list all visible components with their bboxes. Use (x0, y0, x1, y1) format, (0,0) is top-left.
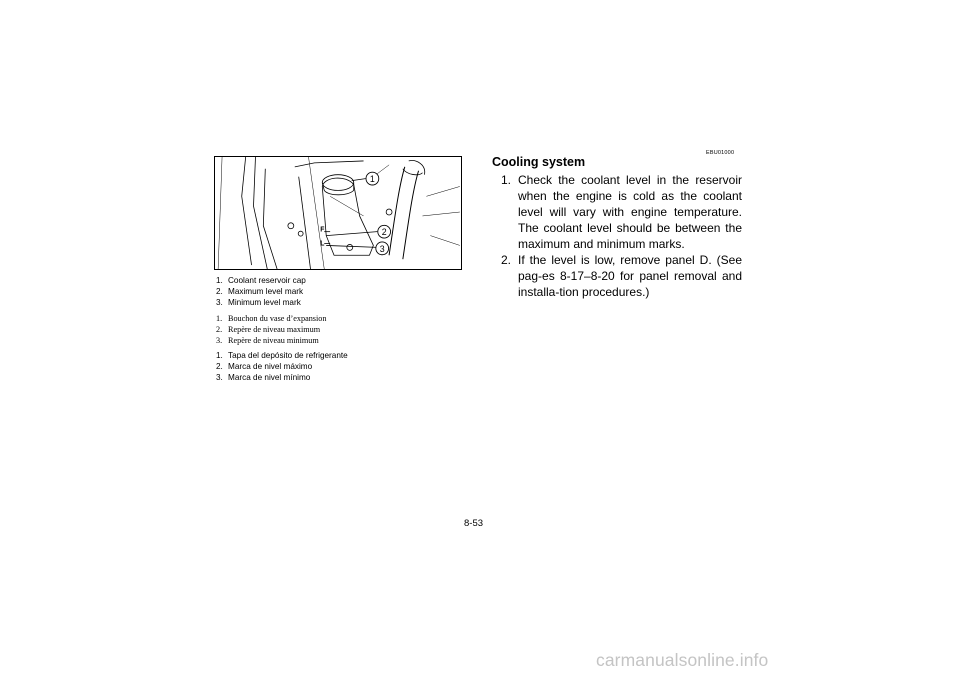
caption-french (216, 313, 466, 346)
callout-2: 2 (381, 227, 387, 238)
coolant-reservoir-illustration (214, 156, 462, 270)
caption-item: 3. Repère de niveau minimum (216, 336, 319, 345)
caption-item: 3. Marca de nivel mínimo (216, 373, 311, 382)
caption-item: 1. Tapa del depósito de refrigerante (216, 351, 348, 360)
step-item (492, 172, 742, 252)
min-mark-label: L (320, 240, 325, 248)
caption-item: 2. Repère de niveau maximum (216, 325, 321, 334)
callout-1: 1 (369, 174, 375, 185)
caption-item: 1. Coolant reservoir cap (216, 276, 306, 285)
step-number: 2. (500, 253, 511, 267)
caption-item: 2. Maximum level mark (216, 287, 304, 296)
caption-item: 3. Minimum level mark (216, 298, 301, 307)
caption-spanish (216, 350, 466, 383)
section-title: Cooling system (492, 155, 586, 169)
section-code: EBU01000 (706, 150, 735, 156)
step-text: Check the coolant level in the reservoir when the engine is cold as the coolant level will vary with engine temperature. The coolant level should be between the maximum and minimum marks. (518, 173, 742, 251)
caption-item: 2. Marca de nivel máximo (216, 362, 313, 371)
illustration-drawing (215, 157, 461, 269)
step-text: If the level is low, remove panel D. (See pag-es 8-17–8-20 for panel removal and installa-tion procedures.) (518, 253, 742, 299)
page-number: 8-53 (464, 518, 484, 529)
caption-item: 1. Bouchon du vase d’expansion (216, 314, 327, 323)
callout-3: 3 (379, 243, 385, 254)
step-item (492, 252, 742, 300)
caption-english (216, 275, 466, 308)
procedure-steps (492, 172, 742, 300)
step-number: 1. (500, 173, 511, 187)
watermark: carmanualsonline.info (596, 650, 769, 670)
max-mark-label: F (320, 226, 325, 234)
